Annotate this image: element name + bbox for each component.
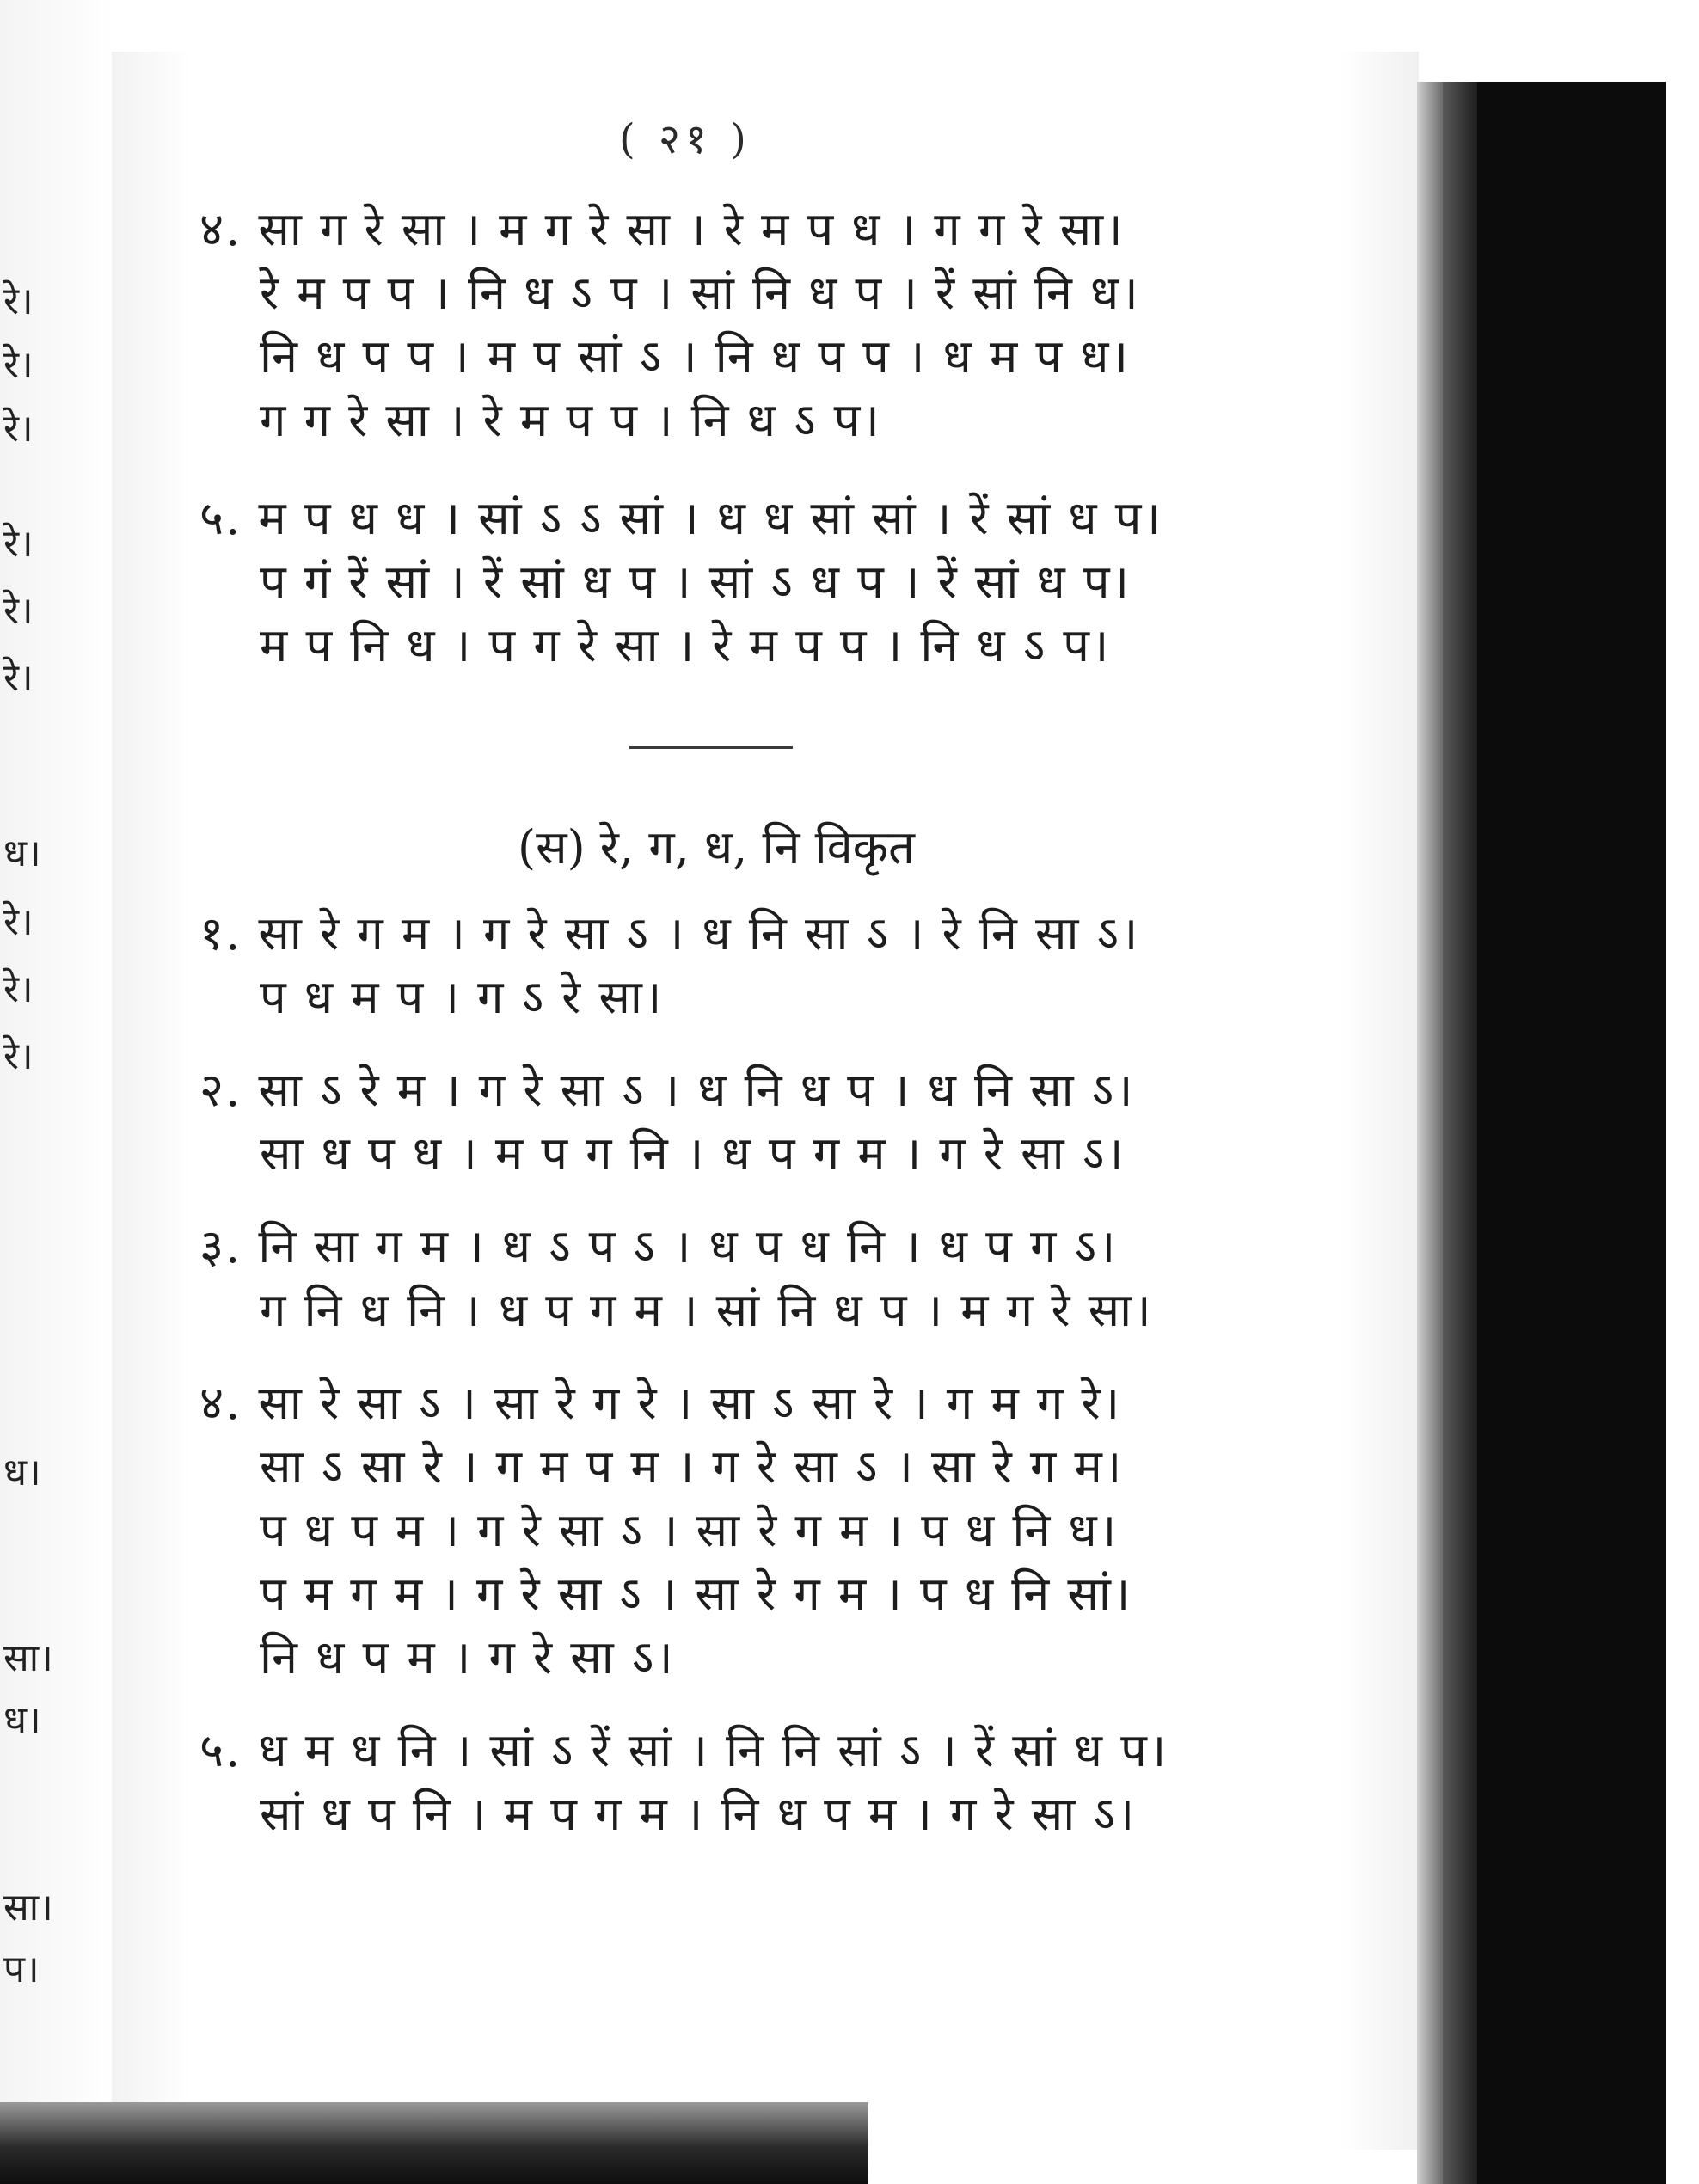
prev-fragment: रे। xyxy=(3,656,34,700)
prev-fragment: रे। xyxy=(3,407,34,451)
notation-line: सां ध प नि । म प ग म । नि ध प म । ग रे सा ऽ। xyxy=(260,1787,1137,1841)
exercise-5a xyxy=(199,487,1240,678)
prev-fragment: रे। xyxy=(3,967,34,1011)
scan-background xyxy=(1477,82,1666,2184)
notation-line: नि ध प प । म प सां ऽ । नि ध प प । ध म प ध। xyxy=(260,329,1130,383)
notation-line: प म ग म । ग रे सा ऽ । सा रे ग म । प ध नि सां। xyxy=(260,1567,1132,1621)
notation-line: सा ध प ध । म प ग नि । ध प ग म । ग रे सा ऽ। xyxy=(260,1126,1126,1181)
prev-fragment: रे। xyxy=(3,343,34,387)
notation-line: म प नि ध । प ग रे सा । रे म प प । नि ध ऽ प। xyxy=(260,618,1111,672)
previous-page-fragments xyxy=(0,0,77,2184)
notation-line: २. सा ऽ रे म । ग रे सा ऽ । ध नि ध प । ध नि सा ऽ। xyxy=(199,1063,1135,1117)
notation-line: ५. म प ध ध । सां ऽ ऽ सां । ध ध सां सां । रें सां ध प। xyxy=(199,491,1162,545)
bottom-shadow xyxy=(0,2102,868,2184)
exercise-3s xyxy=(199,1215,1240,1342)
notation-line: १. सा रे ग म । ग रे सा ऽ । ध नि सा ऽ । रे नि सा ऽ। xyxy=(199,906,1140,960)
exercise-1s xyxy=(199,902,1240,1029)
page-edge xyxy=(1443,82,1477,2184)
notation-line: प ध म प । ग ऽ रे सा। xyxy=(260,970,664,1024)
prev-fragment: ध। xyxy=(3,1451,41,1494)
notation-line: प गं रें सां । रें सां ध प । सां ऽ ध प । रें सां ध प। xyxy=(260,555,1131,609)
section-heading: (स) रे, ग, ध, नि विकृत xyxy=(518,820,915,874)
notation-line: सा ऽ सा रे । ग म प म । ग रे सा ऽ । सा रे ग म। xyxy=(260,1439,1124,1494)
exercise-4a xyxy=(199,198,1240,452)
notation-line: प ध प म । ग रे सा ऽ । सा रे ग म । प ध नि ध। xyxy=(260,1503,1119,1557)
notation-line: रे म प प । नि ध ऽ प । सां नि ध प । रें सां नि ध। xyxy=(260,266,1140,320)
exercise-2s xyxy=(199,1058,1240,1186)
prev-fragment: सा। xyxy=(3,1636,53,1680)
binding-shadow xyxy=(1417,82,1443,2184)
prev-fragment: प। xyxy=(3,1948,40,1991)
prev-fragment: रे। xyxy=(3,279,34,323)
notation-line: नि ध प म । ग रे सा ऽ। xyxy=(260,1630,675,1684)
notation-line: ग ग रे सा । रे म प प । नि ध ऽ प। xyxy=(260,393,881,447)
notation-line: ३. नि सा ग म । ध ऽ प ऽ । ध प ध नि । ध प ग ऽ। xyxy=(199,1219,1118,1273)
prev-fragment: सा। xyxy=(3,1886,53,1929)
exercise-4s xyxy=(199,1371,1240,1690)
notation-body xyxy=(199,198,1240,1846)
notation-line: ४. सा रे सा ऽ । सा रे ग रे । सा ऽ सा रे । ग म ग रे। xyxy=(199,1376,1122,1430)
prev-fragment: रे। xyxy=(3,1034,34,1078)
prev-fragment: रे। xyxy=(3,589,34,633)
prev-fragment: रे। xyxy=(3,900,34,944)
section-divider xyxy=(629,746,793,749)
notation-line: ४. सा ग रे सा । म ग रे सा । रे म प ध । ग ग रे सा। xyxy=(199,202,1125,256)
prev-fragment: ध। xyxy=(3,1698,41,1742)
prev-fragment: रे। xyxy=(3,522,34,566)
exercise-5s xyxy=(199,1719,1240,1846)
page-number: ( २१ ) xyxy=(619,115,751,163)
notation-line: ५. ध म ध नि । सां ऽ रें सां । नि नि सां ऽ । रें सां ध प। xyxy=(199,1723,1168,1777)
notation-line: ग नि ध नि । ध प ग म । सां नि ध प । म ग रे सा। xyxy=(260,1283,1153,1337)
prev-fragment: ध। xyxy=(3,831,41,875)
